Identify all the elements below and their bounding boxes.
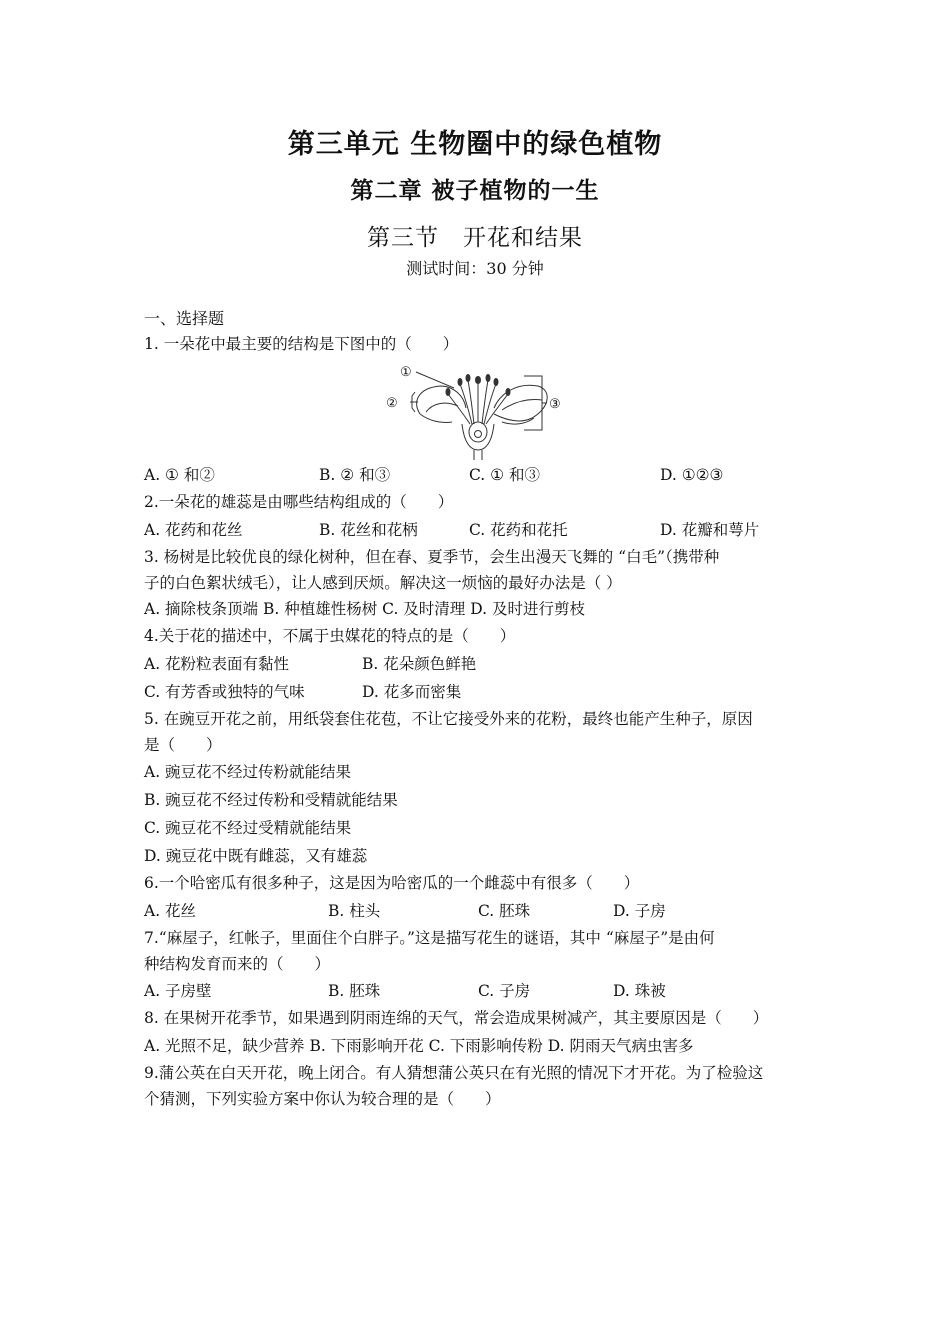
option-5c: C. 豌豆花不经过受精就能结果 <box>144 819 352 837</box>
option-5a: A. 豌豆花不经过传粉就能结果 <box>144 763 352 781</box>
option-2b: B. 花丝和花柄 <box>319 521 418 539</box>
option-6b: B. 柱头 <box>328 902 381 920</box>
question-9-stem-line1: 9.蒲公英在白天开花，晚上闭合。有人猜想蒲公英只在有光照的情况下才开花。为了检验这 <box>144 1064 764 1082</box>
option-1b: B. ② 和③ <box>319 466 391 484</box>
section-heading: 一、选择题 <box>144 309 225 328</box>
option-7b: B. 胚珠 <box>328 982 381 1000</box>
option-4d: D. 花多而密集 <box>362 683 462 701</box>
question-7-stem-line2: 种结构发育而来的（ ） <box>144 955 331 973</box>
question-5-stem-line1: 5. 在豌豆开花之前，用纸袋套住花苞，不让它接受外来的花粉，最终也能产生种子，原因 <box>144 710 753 728</box>
diagram-label-1: ① <box>400 365 412 380</box>
option-6a: A. 花丝 <box>144 902 197 920</box>
question-7-stem-line1: 7.“麻屋子，红帐子，里面住个白胖子。”这是描写花生的谜语，其中 “麻屋子”是由何 <box>144 929 715 947</box>
pointer-line-1 <box>416 372 454 388</box>
chapter-title: 第二章 被子植物的一生 <box>350 178 600 204</box>
option-7c: C. 子房 <box>478 982 531 1000</box>
anther <box>458 378 463 386</box>
option-7a: A. 子房壁 <box>144 982 212 1000</box>
option-6d: D. 子房 <box>613 902 666 920</box>
question-4-stem: 4.关于花的描述中，不属于虫媒花的特点的是（ ） <box>144 627 516 645</box>
flower-structure-diagram <box>382 362 572 460</box>
unit-title: 第三单元 生物圈中的绿色植物 <box>287 129 663 160</box>
option-4a: A. 花粉粒表面有黏性 <box>144 655 290 673</box>
stigma <box>475 376 481 384</box>
option-7d: D. 珠被 <box>613 982 666 1000</box>
option-1d: D. ①②③ <box>660 466 724 484</box>
ovary <box>469 422 487 442</box>
left-petal <box>417 386 466 414</box>
option-4b: B. 花朵颜色鲜艳 <box>362 655 477 673</box>
question-9-stem-line2: 个猜测，下列实验方案中你认为较合理的是（ ） <box>144 1090 501 1108</box>
option-2d: D. 花瓣和萼片 <box>660 521 760 539</box>
option-6c: C. 胚珠 <box>478 902 531 920</box>
option-8-all: A. 光照不足，缺少营养 B. 下雨影响开花 C. 下雨影响传粉 D. 阴雨天气病虫害多 <box>144 1037 694 1055</box>
option-3-all: A. 摘除枝条顶端 B. 种植雄性杨树 C. 及时清理 D. 及时进行剪枝 <box>144 600 585 618</box>
diagram-label-3: ③ <box>549 397 561 412</box>
question-8-stem: 8. 在果树开花季节，如果遇到阴雨连绵的天气，常会造成果树减产，其主要原因是（ ） <box>144 1009 769 1027</box>
test-time: 测试时间：30 分钟 <box>406 259 544 278</box>
option-2a: A. 花药和花丝 <box>144 521 243 539</box>
question-5-stem-line2: 是（ ） <box>144 736 222 754</box>
option-1a: A. ① 和② <box>144 466 215 484</box>
option-2c: C. 花药和花托 <box>469 521 568 539</box>
left-sepal <box>420 414 452 423</box>
question-3-stem-line1: 3. 杨树是比较优良的绿化树种，但在春、夏季节，会生出漫天飞舞的 “白毛”（携带种 <box>144 548 720 566</box>
right-petal <box>494 385 547 421</box>
question-2-stem: 2.一朵花的雄蕊是由哪些结构组成的（ ） <box>144 493 454 511</box>
flower-stalk <box>474 450 482 460</box>
section-title: 第三节 开花和结果 <box>367 225 583 251</box>
option-1c: C. ① 和③ <box>469 466 540 484</box>
option-5d: D. 豌豆花中既有雌蕊，又有雄蕊 <box>144 847 368 865</box>
question-3-stem-line2: 子的白色絮状绒毛），让人感到厌烦。解决这一烦恼的最好办法是（ ） <box>144 574 622 592</box>
option-4c: C. 有芳香或独特的气味 <box>144 683 305 701</box>
question-1-stem: 1. 一朵花中最主要的结构是下图中的（ ） <box>144 335 459 353</box>
question-6-stem: 6.一个哈密瓜有很多种子，这是因为哈密瓜的一个雌蕊中有很多（ ） <box>144 874 640 892</box>
diagram-label-2: ② <box>386 396 398 411</box>
option-5b: B. 豌豆花不经过传粉和受精就能结果 <box>144 791 398 809</box>
